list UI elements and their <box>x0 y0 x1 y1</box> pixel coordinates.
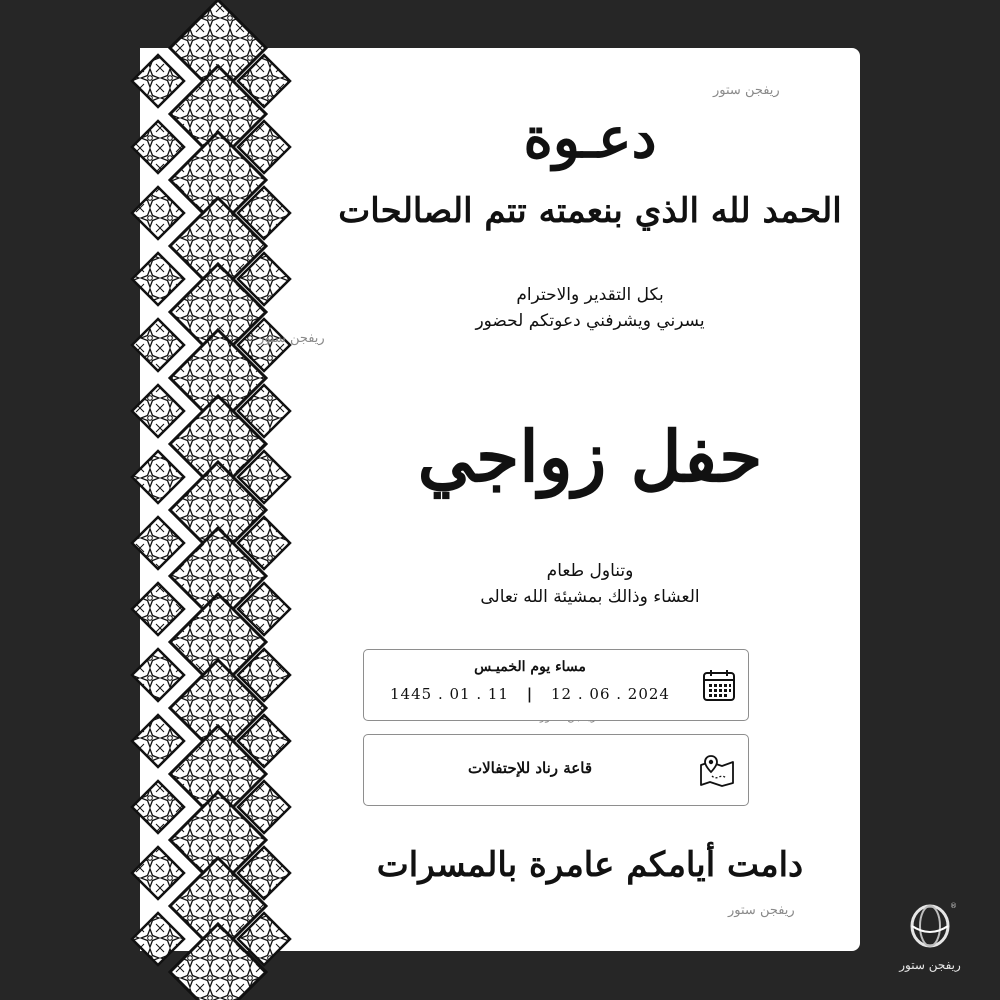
invitation-content <box>330 48 850 951</box>
dinner-line-1: وتناول طعام <box>546 561 634 581</box>
intro-text <box>330 282 850 334</box>
svg-text:®: ® <box>950 902 957 910</box>
gregorian-date: 12 . 06 . 2024 <box>551 685 670 703</box>
store-logo-icon <box>906 898 957 954</box>
watermark: ريفجن ستور <box>258 331 325 346</box>
invitation-card <box>140 48 860 951</box>
dinner-line-2: العشاء وذالك بمشيئة الله تعالى <box>480 587 700 607</box>
hijri-date: 1445 . 01 . 11 <box>390 685 509 703</box>
venue-name: قاعة رناد للإحتفالات <box>468 759 592 777</box>
event-dates <box>384 685 676 703</box>
watermark: ريفجن ستور <box>713 83 780 98</box>
event-day: مساء يوم الخميـس <box>474 659 586 675</box>
event-title: حفل زواجي <box>417 415 763 498</box>
opening-verse: الحمد لله الذي بنعمته تتم الصالحات <box>338 191 842 231</box>
invitation-title: دعـوة <box>523 105 657 171</box>
dinner-text <box>330 558 850 610</box>
date-box <box>363 649 749 721</box>
date-separator: | <box>526 685 534 703</box>
store-name: ريفجن ستور <box>899 958 961 972</box>
intro-line-1: بكل التقدير والاحترام <box>516 285 664 305</box>
venue-box <box>363 734 749 806</box>
watermark: ريفجن ستور <box>728 903 795 918</box>
map-pin-icon <box>698 753 736 787</box>
calendar-icon <box>702 668 736 702</box>
geometric-pattern-border <box>140 48 290 951</box>
intro-line-2: يسرني ويشرفني دعوتكم لحضور <box>475 311 705 331</box>
store-logo <box>888 898 972 976</box>
closing-blessing: دامت أيامكم عامرة بالمسرات <box>376 845 804 885</box>
